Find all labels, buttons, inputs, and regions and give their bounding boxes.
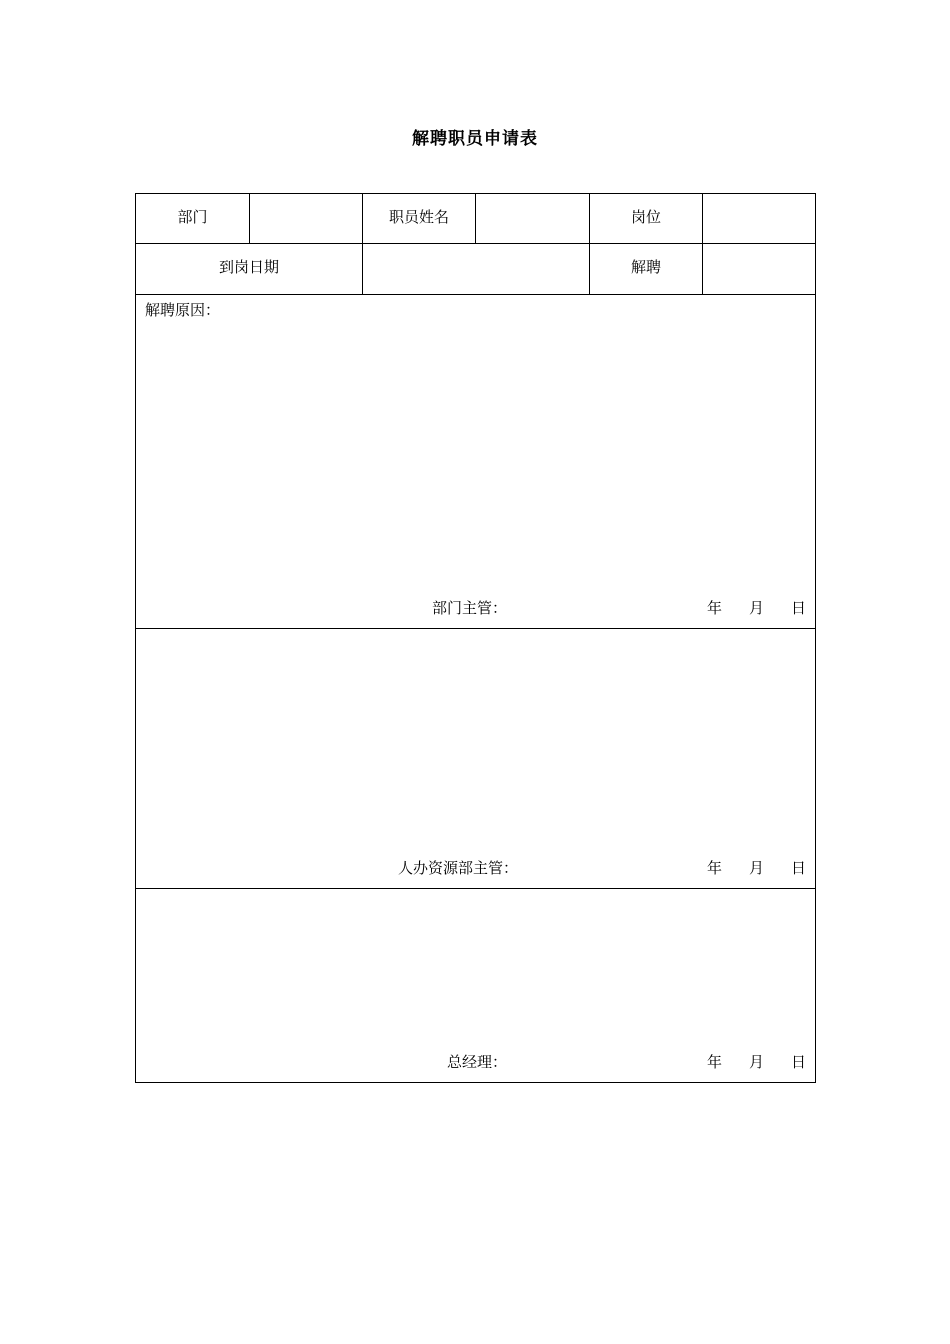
year-label: 年	[707, 1053, 723, 1071]
month-label: 月	[749, 599, 765, 617]
department-supervisor-label: 部门主管：	[432, 599, 508, 617]
day-label: 日	[791, 859, 807, 877]
position-label: 岗位	[630, 208, 661, 226]
start-date-label: 到岗日期	[218, 258, 279, 276]
department-label: 部门	[177, 208, 208, 226]
year-label: 年	[707, 599, 723, 617]
dismissal-field[interactable]	[703, 244, 815, 294]
dismissal-label: 解聘	[630, 258, 661, 276]
start-date-field[interactable]	[363, 244, 589, 294]
dismissal-form	[135, 193, 816, 1083]
employee-name-field[interactable]	[476, 194, 589, 243]
month-label: 月	[749, 1053, 765, 1071]
section-divider	[136, 628, 815, 629]
year-label: 年	[707, 859, 723, 877]
reason-label: 解聘原因：	[145, 301, 221, 319]
section-divider	[136, 888, 815, 889]
month-label: 月	[749, 859, 765, 877]
position-field[interactable]	[703, 194, 815, 243]
general-manager-label: 总经理：	[447, 1053, 508, 1071]
row-divider	[136, 294, 815, 295]
day-label: 日	[791, 599, 807, 617]
department-field[interactable]	[250, 194, 362, 243]
day-label: 日	[791, 1053, 807, 1071]
hr-supervisor-label: 人办资源部主管：	[398, 859, 519, 877]
form-title: 解聘职员申请表	[412, 129, 538, 149]
employee-name-label: 职员姓名	[388, 208, 449, 226]
